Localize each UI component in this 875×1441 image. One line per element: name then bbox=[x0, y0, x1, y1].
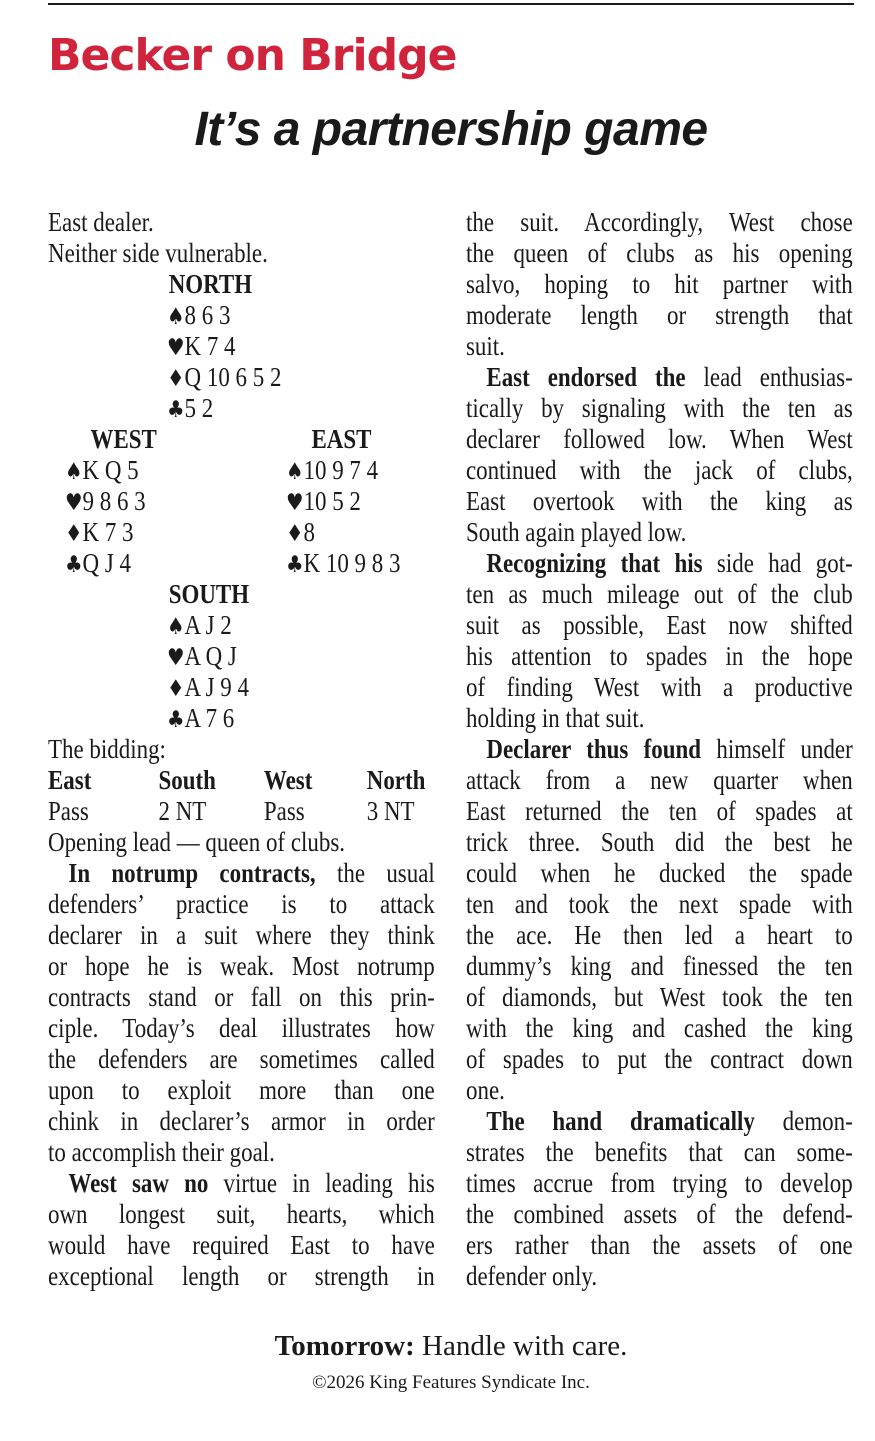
north-diamonds-cards: Q 10 6 5 2 bbox=[184, 362, 282, 392]
headline: It’s a partnership game bbox=[194, 103, 708, 156]
south-hearts bbox=[48, 641, 435, 672]
body-line: of diamonds, but West took the ten bbox=[466, 982, 853, 1012]
south-spades-cards: A J 2 bbox=[184, 610, 232, 640]
body-line: South again played low. bbox=[466, 517, 687, 547]
bid-east: Pass bbox=[48, 796, 89, 826]
club-icon: ♣ bbox=[167, 397, 185, 423]
body-line: own longest suit, hearts, which bbox=[48, 1199, 435, 1229]
west-spades-cards: K Q 5 bbox=[82, 455, 139, 485]
west-east-labels bbox=[48, 424, 435, 455]
body-line: defender only. bbox=[466, 1261, 598, 1291]
heart-icon: ♥ bbox=[167, 645, 185, 671]
club-icon: ♣ bbox=[65, 552, 83, 578]
dealer-line: East dealer. bbox=[48, 207, 154, 237]
west-east-spades bbox=[48, 455, 435, 486]
north-spades bbox=[48, 300, 435, 331]
west-east-hearts bbox=[48, 486, 435, 517]
body-line: trick three. South did the best he bbox=[466, 827, 853, 857]
body-line: could when he ducked the spade bbox=[466, 858, 853, 888]
body-line: suit. bbox=[466, 331, 505, 361]
lead-in: Declarer thus found bbox=[486, 734, 702, 764]
north-clubs bbox=[48, 393, 435, 424]
body-line: times accrue from trying to develop bbox=[466, 1168, 853, 1198]
tomorrow-text: Handle with care. bbox=[422, 1330, 628, 1362]
bid-south: 2 NT bbox=[158, 796, 207, 826]
body-line: the defenders are sometimes called bbox=[48, 1044, 435, 1074]
bid-west: Pass bbox=[263, 796, 305, 826]
body-line: with the king and cashed the king bbox=[466, 1013, 853, 1043]
tomorrow-teaser bbox=[48, 1330, 854, 1363]
diamond-icon: ♦ bbox=[286, 521, 304, 547]
bid-header-south: South bbox=[158, 765, 216, 795]
body-line: the suit. Accordingly, West chose bbox=[466, 207, 853, 237]
opening-lead: Opening lead — queen of clubs. bbox=[48, 827, 345, 857]
body-line: ten and took the next spade with bbox=[466, 889, 853, 919]
heart-icon: ♥ bbox=[167, 335, 185, 361]
left-column bbox=[48, 207, 435, 1292]
bid-header-east: East bbox=[48, 765, 92, 795]
para6-line1: The hand dramatically demon- bbox=[486, 1106, 853, 1136]
body-line: one. bbox=[466, 1075, 505, 1105]
west-east-clubs bbox=[48, 548, 435, 579]
para2-line1: West saw no virtue in leading his bbox=[68, 1168, 435, 1198]
para1-line1: In notrump contracts, the usual bbox=[68, 858, 435, 888]
body-line: or hope he is weak. Most notrump bbox=[48, 951, 435, 981]
body-line: holding in that suit. bbox=[466, 703, 645, 733]
body-line: to accomplish their goal. bbox=[48, 1137, 275, 1167]
bid-header-north: North bbox=[366, 765, 426, 795]
body-line: the combined assets of the defend- bbox=[466, 1199, 853, 1229]
south-clubs bbox=[48, 703, 435, 734]
body-line: would have required East to have bbox=[48, 1230, 435, 1260]
bid-north: 3 NT bbox=[366, 796, 415, 826]
south-hearts-cards: A Q J bbox=[184, 641, 237, 671]
lead-in: Recognizing that his bbox=[486, 548, 703, 578]
tomorrow-label: Tomorrow: bbox=[274, 1330, 415, 1362]
lead-in: East endorsed the bbox=[486, 362, 686, 392]
body-line: defenders’ practice is to attack bbox=[48, 889, 435, 919]
club-icon: ♣ bbox=[167, 707, 185, 733]
north-hearts bbox=[48, 331, 435, 362]
east-spades-cards: 10 9 7 4 bbox=[303, 455, 379, 485]
north-clubs-cards: 5 2 bbox=[184, 393, 214, 423]
lead-in: West saw no bbox=[68, 1168, 209, 1198]
north-label-line bbox=[48, 269, 435, 300]
bidding-header-row bbox=[48, 765, 435, 796]
north-hearts-cards: K 7 4 bbox=[184, 331, 236, 361]
copyright: ©2026 King Features Syndicate Inc. bbox=[312, 1372, 590, 1393]
lead-in: In notrump contracts, bbox=[68, 858, 316, 888]
para4-line1: Recognizing that his side had got- bbox=[486, 548, 853, 578]
body-line: upon to exploit more than one bbox=[48, 1075, 435, 1105]
body-line: ers rather than the assets of one bbox=[466, 1230, 853, 1260]
heart-icon: ♥ bbox=[286, 490, 304, 516]
lead-in: The hand dramatically bbox=[486, 1106, 755, 1136]
east-clubs-cards: K 10 9 8 3 bbox=[303, 548, 401, 578]
west-east-diamonds bbox=[48, 517, 435, 548]
club-icon: ♣ bbox=[286, 552, 304, 578]
right-column bbox=[466, 207, 853, 1292]
spade-icon: ♠ bbox=[65, 459, 83, 485]
east-diamonds-cards: 8 bbox=[303, 517, 316, 547]
south-clubs-cards: A 7 6 bbox=[184, 703, 235, 733]
body-line: the ace. He then led a heart to bbox=[466, 920, 853, 950]
west-clubs-cards: Q J 4 bbox=[82, 548, 131, 578]
body-line: of spades to put the contract down bbox=[466, 1044, 853, 1074]
top-rule bbox=[48, 3, 854, 5]
east-label: EAST bbox=[311, 424, 372, 454]
para5-line1: Declarer thus found himself under bbox=[486, 734, 853, 764]
south-label: SOUTH bbox=[168, 579, 250, 609]
body-line: dummy’s king and finessed the ten bbox=[466, 951, 853, 981]
vulnerability-line: Neither side vulnerable. bbox=[48, 238, 268, 268]
diamond-icon: ♦ bbox=[65, 521, 83, 547]
body-line: the queen of clubs as his opening bbox=[466, 238, 853, 268]
body-line: suit as possible, East now shifted bbox=[466, 610, 853, 640]
body-line: his attention to spades in the hope bbox=[466, 641, 853, 671]
north-label: NORTH bbox=[168, 269, 253, 299]
body-line: East returned the ten of spades at bbox=[466, 796, 853, 826]
bid-header-west: West bbox=[263, 765, 313, 795]
body-line: East overtook with the king as bbox=[466, 486, 853, 516]
body-line: continued with the jack of clubs, bbox=[466, 455, 853, 485]
body-line: salvo, hoping to hit partner with bbox=[466, 269, 853, 299]
body-line: declarer followed low. When West bbox=[466, 424, 853, 454]
east-hearts-cards: 10 5 2 bbox=[303, 486, 361, 516]
body-line: contracts stand or fall on this prin- bbox=[48, 982, 435, 1012]
para3-line1: East endorsed the lead enthusias- bbox=[486, 362, 853, 392]
south-label-line bbox=[48, 579, 435, 610]
body-line: attack from a new quarter when bbox=[466, 765, 853, 795]
column-kicker: Becker on Bridge bbox=[48, 30, 457, 81]
bidding-title: The bidding: bbox=[48, 734, 166, 764]
body-line: exceptional length or strength in bbox=[48, 1261, 435, 1291]
body-line: tically by signaling with the ten as bbox=[466, 393, 853, 423]
body-line: of finding West with a productive bbox=[466, 672, 853, 702]
south-spades bbox=[48, 610, 435, 641]
north-diamonds bbox=[48, 362, 435, 393]
west-label: WEST bbox=[90, 424, 157, 454]
spade-icon: ♠ bbox=[167, 304, 185, 330]
spade-icon: ♠ bbox=[167, 614, 185, 640]
north-spades-cards: 8 6 3 bbox=[184, 300, 231, 330]
diamond-icon: ♦ bbox=[167, 366, 185, 392]
body-line: ten as much mileage out of the club bbox=[466, 579, 853, 609]
west-diamonds-cards: K 7 3 bbox=[82, 517, 134, 547]
bidding-row bbox=[48, 796, 435, 827]
spade-icon: ♠ bbox=[286, 459, 304, 485]
diamond-icon: ♦ bbox=[167, 676, 185, 702]
body-line: ciple. Today’s deal illustrates how bbox=[48, 1013, 435, 1043]
body-line: chink in declarer’s armor in order bbox=[48, 1106, 435, 1136]
heart-icon: ♥ bbox=[65, 490, 83, 516]
body-line: declarer in a suit where they think bbox=[48, 920, 435, 950]
west-hearts-cards: 9 8 6 3 bbox=[82, 486, 146, 516]
south-diamonds bbox=[48, 672, 435, 703]
south-diamonds-cards: A J 9 4 bbox=[184, 672, 249, 702]
body-line: strates the benefits that can some- bbox=[466, 1137, 853, 1167]
body-line: moderate length or strength that bbox=[466, 300, 853, 330]
